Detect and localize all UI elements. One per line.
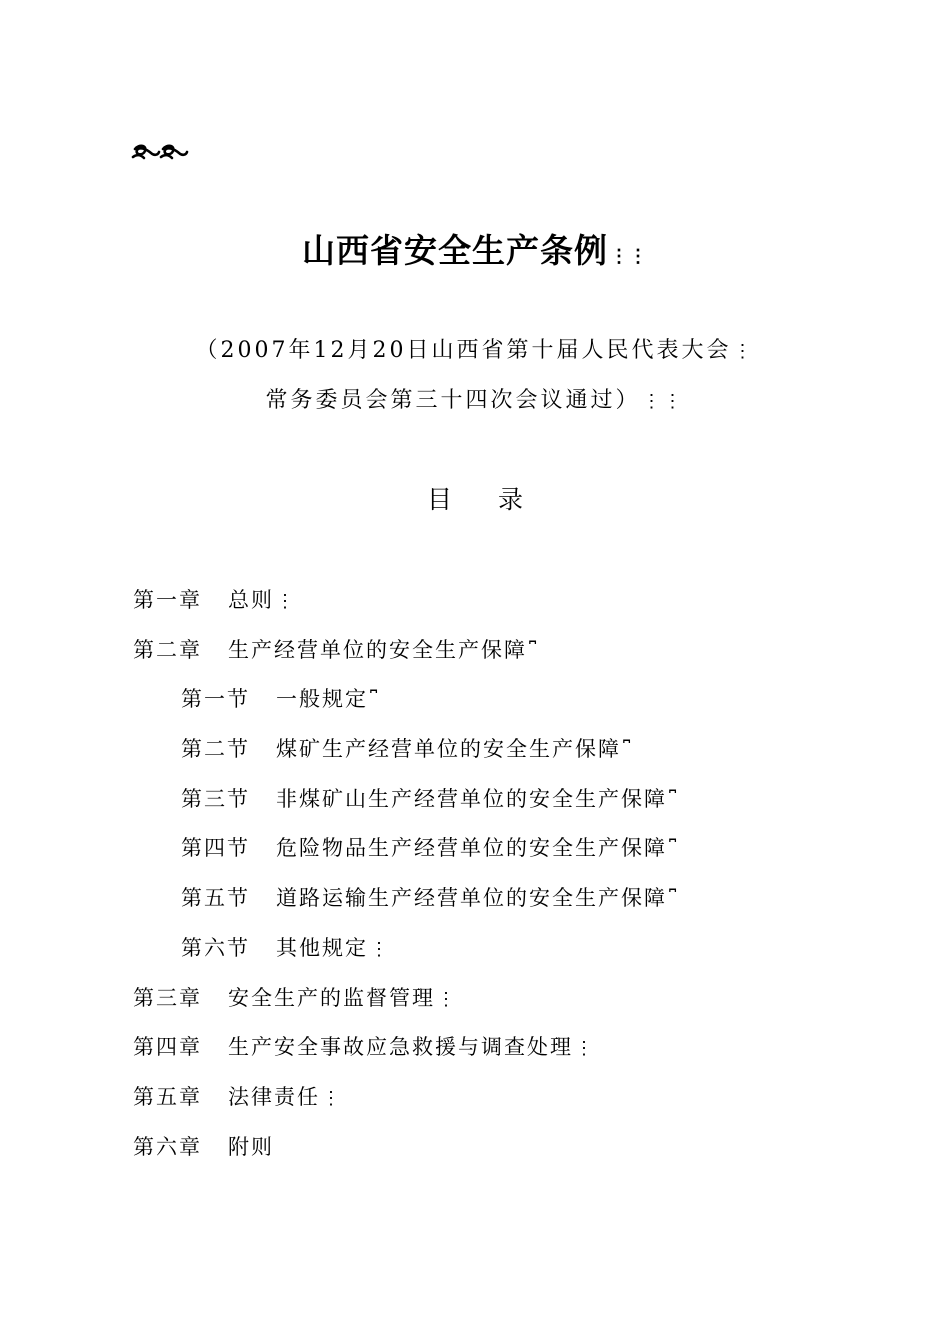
table-of-contents <box>133 585 853 1181</box>
toc-entry-section-5 <box>133 883 853 933</box>
toc-entry-mark: ⎴ <box>669 889 679 911</box>
toc-entry-mark: ⋮ <box>575 1038 595 1060</box>
toc-entry-chapter-3 <box>133 983 853 1033</box>
toc-entry-number: 第四章 <box>133 1035 202 1060</box>
toc-entry-mark: ⎴ <box>669 839 679 861</box>
title-text: 山西省安全生产条例 <box>302 231 608 270</box>
toc-entry-mark: ⋮ <box>370 938 390 960</box>
toc-entry-number: 第六节 <box>181 935 250 960</box>
toc-entry-number: 第一章 <box>133 588 202 612</box>
toc-entry-mark: ⋮ <box>437 988 457 1010</box>
toc-entry-title: 非煤矿山生产经营单位的安全生产保障 <box>276 786 667 811</box>
toc-entry-number: 第一节 <box>181 687 250 712</box>
toc-entry-section-1 <box>133 684 853 734</box>
title-marker: ⋮⋮ <box>610 246 648 267</box>
toc-entry-title: 法律责任 <box>228 1084 320 1109</box>
toc-entry-chapter-5 <box>133 1082 853 1132</box>
toc-entry-section-2 <box>133 734 853 784</box>
toc-entry-section-4 <box>133 833 853 883</box>
toc-entry-mark: ⎴ <box>669 789 679 811</box>
toc-entry-title: 附则 <box>228 1134 274 1159</box>
decorative-ornament-icon <box>131 141 191 165</box>
toc-heading <box>0 484 950 516</box>
toc-entry-mark: ⋮ <box>276 591 296 612</box>
toc-entry-number: 第五章 <box>133 1084 202 1109</box>
subtitle-line-1 <box>0 336 950 367</box>
toc-entry-chapter-6 <box>133 1132 853 1182</box>
toc-entry-title: 煤矿生产经营单位的安全生产保障 <box>276 737 621 762</box>
toc-entry-section-6 <box>133 933 853 983</box>
toc-heading-right: 录 <box>498 485 524 514</box>
toc-entry-title: 危险物品生产经营单位的安全生产保障 <box>276 836 667 861</box>
toc-entry-title: 一般规定 <box>276 687 368 712</box>
subtitle-line-1-text: （2007年12月20日山西省第十届人民代表大会 <box>195 338 732 363</box>
toc-entry-chapter-2 <box>133 635 853 685</box>
toc-entry-title: 道路运输生产经营单位的安全生产保障 <box>276 886 667 911</box>
toc-entry-number: 第三章 <box>133 985 202 1010</box>
toc-entry-number: 第二章 <box>133 637 202 662</box>
toc-entry-number: 第四节 <box>181 836 250 861</box>
toc-entry-title: 总则 <box>228 588 274 612</box>
toc-entry-mark: ⎴ <box>623 740 633 762</box>
subtitle-line-2-marker: ⋮⋮ <box>642 391 685 412</box>
document-title <box>0 228 950 280</box>
toc-entry-number: 第五节 <box>181 886 250 911</box>
toc-entry-number: 第三节 <box>181 786 250 811</box>
toc-entry-number: 第二节 <box>181 737 250 762</box>
subtitle-line-2 <box>0 386 950 417</box>
toc-entry-chapter-4 <box>133 1032 853 1082</box>
toc-entry-mark: ⎴ <box>529 640 539 662</box>
subtitle-line-2-text: 常务委员会第三十四次会议通过） <box>265 388 641 413</box>
subtitle-line-1-marker: ⋮ <box>733 341 755 362</box>
toc-entry-title: 其他规定 <box>276 935 368 960</box>
toc-entry-number: 第六章 <box>133 1134 202 1159</box>
toc-entry-chapter-1 <box>133 585 853 635</box>
toc-entry-title: 生产安全事故应急救援与调查处理 <box>228 1035 573 1060</box>
toc-heading-left: 目 <box>426 485 452 514</box>
toc-entry-title: 安全生产的监督管理 <box>228 985 435 1010</box>
toc-entry-title: 生产经营单位的安全生产保障 <box>228 637 527 662</box>
toc-entry-mark: ⎴ <box>370 690 380 712</box>
toc-entry-mark: ⋮ <box>322 1087 342 1109</box>
toc-entry-section-3 <box>133 784 853 834</box>
